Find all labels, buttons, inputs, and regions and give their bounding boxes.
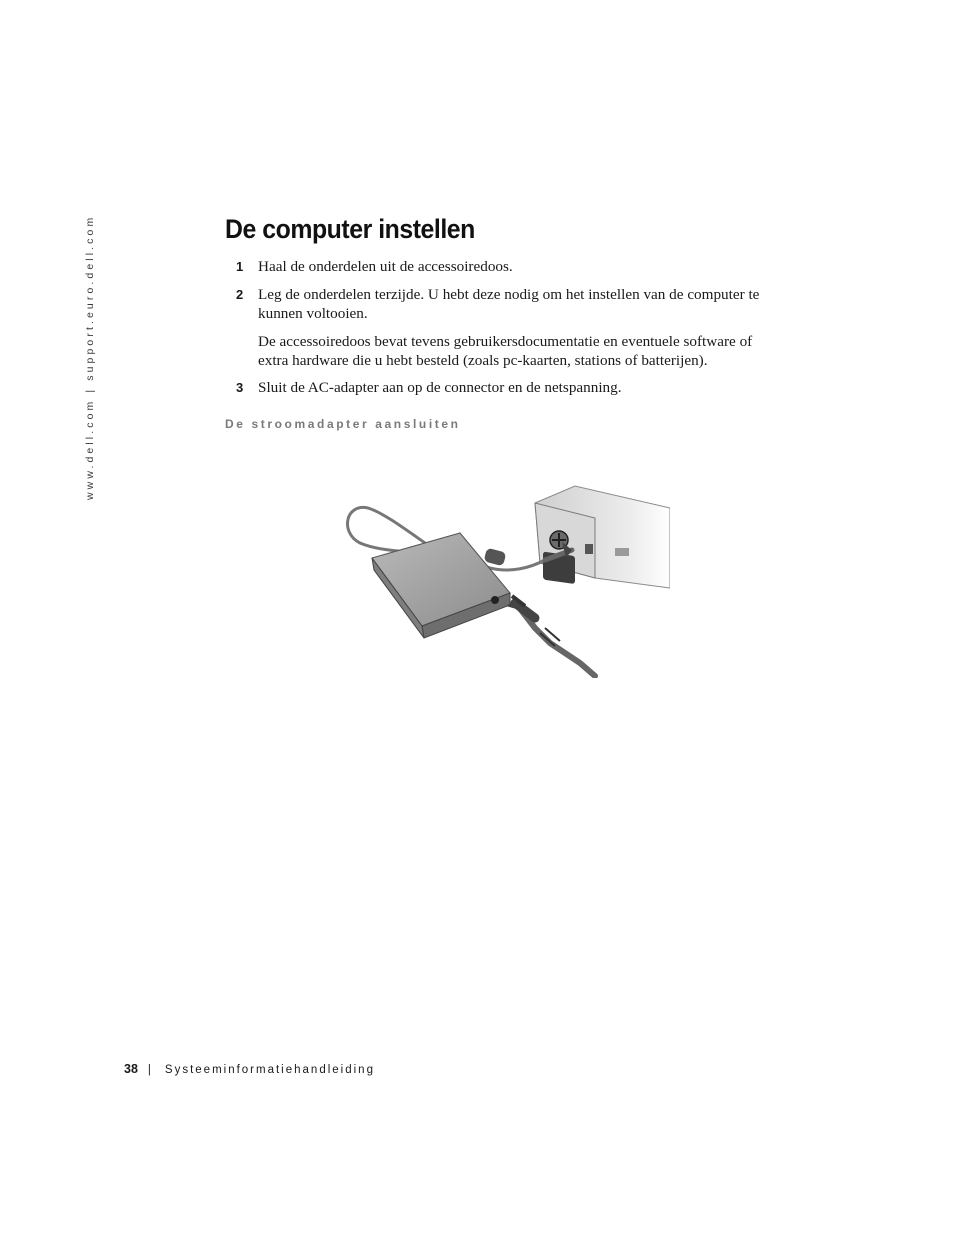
ac-power-cable — [512, 596, 595, 676]
step-number: 3 — [236, 380, 244, 395]
figure-caption: De stroomadapter aansluiten — [225, 417, 461, 431]
step-number: 2 — [236, 287, 244, 302]
laptop-rear-corner — [535, 486, 670, 588]
footer-separator: | — [147, 1064, 151, 1076]
power-brick — [372, 533, 510, 638]
document-title: Systeeminformatiehandleiding — [164, 1064, 375, 1076]
ac-adapter-illustration — [340, 478, 670, 678]
sidebar-url: www.dell.com | support.euro.dell.com — [84, 214, 96, 500]
page-number: 38 — [124, 1062, 138, 1076]
step-number: 1 — [236, 259, 244, 274]
step-text: Sluit de AC-adapter aan op de connector en de netspanning. — [258, 379, 622, 396]
page-footer — [124, 1062, 375, 1076]
step-text: Leg de onderdelen terzijde. U hebt deze nodig om het instellen van de computer te kunnen voltooien. — [258, 286, 760, 322]
page-title: De computer instellen — [225, 214, 475, 244]
step-text: Haal de onderdelen uit de accessoiredoos. — [258, 258, 513, 275]
step-2-note: De accessoiredoos bevat tevens gebruikersdocumentatie en eventuele software of extra hardware die u hebt besteld (zoals pc-kaarten, stations of batterijen). — [258, 333, 753, 369]
